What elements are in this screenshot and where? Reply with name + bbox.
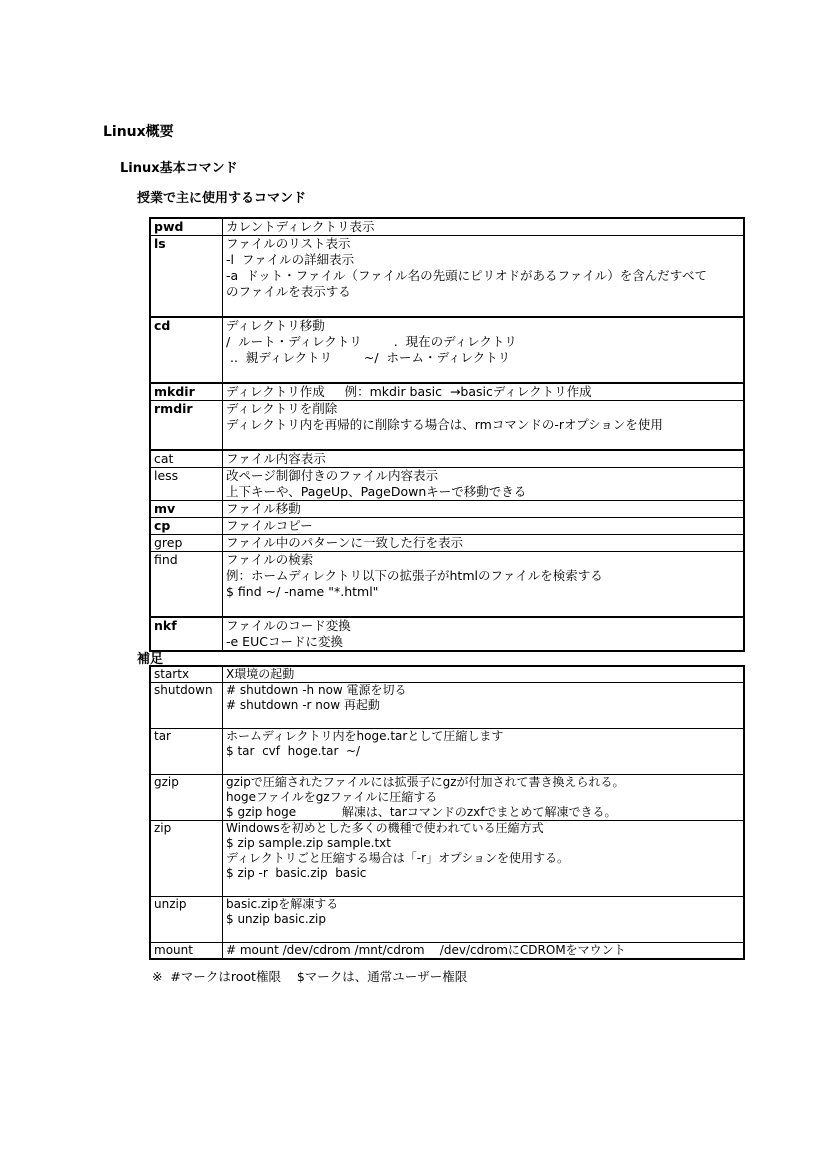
command-name: pwd bbox=[150, 218, 223, 236]
command-description bbox=[223, 468, 745, 501]
description-line: / ルート・ディレクトリ . 現在のディレクトリ bbox=[226, 334, 517, 349]
command-description bbox=[223, 317, 745, 383]
footnote: ※ #マークはroot権限 $マークは、通常ユーザー権限 bbox=[152, 969, 468, 984]
description-line: -e EUCコードに変換 bbox=[226, 634, 343, 649]
description-line: ファイルのコード変換 bbox=[226, 618, 351, 633]
command-name: cat bbox=[150, 450, 223, 468]
command-name: find bbox=[150, 552, 223, 618]
table-row bbox=[150, 775, 744, 821]
command-name: shutdown bbox=[150, 683, 223, 729]
title-linux-overview: Linux概要 bbox=[103, 124, 174, 140]
description-line: ファイルのリスト表示 bbox=[226, 236, 351, 251]
description-line bbox=[226, 927, 740, 942]
command-name: tar bbox=[150, 729, 223, 775]
command-description bbox=[223, 897, 745, 943]
command-description bbox=[223, 683, 745, 729]
table-row bbox=[150, 218, 744, 236]
description-line: .. 親ディレクトリ ~/ ホーム・ディレクトリ bbox=[226, 350, 511, 365]
table-row bbox=[150, 401, 744, 451]
command-description bbox=[223, 218, 745, 236]
description-line: ファイル中のパターンに一致した行を表示 bbox=[226, 535, 464, 550]
description-line: ディレクトリを削除 bbox=[226, 401, 338, 416]
command-name: gzip bbox=[150, 775, 223, 821]
command-name: ls bbox=[150, 236, 223, 318]
description-line bbox=[226, 713, 740, 728]
description-line bbox=[226, 366, 740, 382]
description-line: 上下キーや、PageUp、PageDownキーで移動できる bbox=[226, 484, 527, 499]
command-description bbox=[223, 775, 745, 821]
description-line: # mount /dev/cdrom /mnt/cdrom /dev/cdromにCDROMをマウント bbox=[226, 943, 626, 957]
supplement-command-table bbox=[149, 665, 745, 960]
description-line: ホームディレクトリ内をhoge.tarとして圧縮します bbox=[226, 729, 504, 743]
description-line: ディレクトリ内を再帰的に削除する場合は、rmコマンドの-rオプションを使用 bbox=[226, 417, 663, 432]
command-name: mkdir bbox=[150, 383, 223, 401]
heading-supplement: 補足 bbox=[137, 652, 164, 667]
main-command-table bbox=[149, 217, 745, 652]
description-line: $ find ~/ -name "*.html" bbox=[226, 584, 379, 599]
command-description bbox=[223, 617, 745, 651]
command-name: cp bbox=[150, 518, 223, 535]
table-row bbox=[150, 943, 744, 960]
command-description bbox=[223, 236, 745, 318]
command-description bbox=[223, 450, 745, 468]
table-row bbox=[150, 468, 744, 501]
description-line: -l ファイルの詳細表示 bbox=[226, 252, 355, 267]
table-row bbox=[150, 501, 744, 518]
description-line: カレントディレクトリ表示 bbox=[226, 219, 375, 234]
description-line: Windowsを初めとした多くの機種で使われている圧縮方式 bbox=[226, 821, 544, 835]
description-line: ファイル移動 bbox=[226, 501, 301, 516]
command-name: mv bbox=[150, 501, 223, 518]
description-line: 例：ホームディレクトリ以下の拡張子がhtmlのファイルを検索する bbox=[226, 568, 603, 583]
description-line: ディレクトリごと圧縮する場合は「-r」オプションを使用する。 bbox=[226, 851, 569, 865]
description-line bbox=[226, 600, 740, 616]
table-row bbox=[150, 518, 744, 535]
heading-class-commands: 授業で主に使用するコマンド bbox=[137, 191, 307, 206]
command-name: unzip bbox=[150, 897, 223, 943]
command-description bbox=[223, 501, 745, 518]
command-description bbox=[223, 729, 745, 775]
table-row bbox=[150, 897, 744, 943]
table-row bbox=[150, 617, 744, 651]
description-line: X環境の起動 bbox=[226, 667, 295, 681]
description-line: ファイル内容表示 bbox=[226, 451, 326, 466]
description-line: $ unzip basic.zip bbox=[226, 912, 326, 926]
table-row bbox=[150, 552, 744, 618]
table-row bbox=[150, 317, 744, 383]
command-description bbox=[223, 401, 745, 451]
table-row bbox=[150, 729, 744, 775]
description-line: ディレクトリ移動 bbox=[226, 318, 325, 333]
table-row bbox=[150, 666, 744, 683]
command-name: grep bbox=[150, 535, 223, 552]
command-description bbox=[223, 666, 745, 683]
command-description bbox=[223, 821, 745, 897]
command-name: mount bbox=[150, 943, 223, 960]
description-line: のファイルを表示する bbox=[226, 284, 351, 299]
description-line: hogeファイルをgzファイルに圧縮する bbox=[226, 790, 438, 804]
description-line: 改ページ制御付きのファイル内容表示 bbox=[226, 468, 439, 483]
description-line: ファイルコピー bbox=[226, 518, 313, 533]
description-line: $ gzip hoge 解凍は、tarコマンドのzxfでまとめて解凍できる。 bbox=[226, 805, 617, 819]
description-line bbox=[226, 759, 740, 774]
command-name: startx bbox=[150, 666, 223, 683]
table-row bbox=[150, 383, 744, 401]
description-line: gzipで圧縮されたファイルには拡張子にgzが付加されて書き換えられる。 bbox=[226, 775, 625, 789]
command-name: less bbox=[150, 468, 223, 501]
table-row bbox=[150, 535, 744, 552]
table-row bbox=[150, 683, 744, 729]
command-description bbox=[223, 383, 745, 401]
table-row bbox=[150, 236, 744, 318]
command-description bbox=[223, 552, 745, 618]
description-line: -a ドット・ファイル（ファイル名の先頭にピリオドがあるファイル）を含んだすべて bbox=[226, 268, 707, 283]
command-name: cd bbox=[150, 317, 223, 383]
description-line: basic.zipを解凍する bbox=[226, 897, 339, 911]
command-name: nkf bbox=[150, 617, 223, 651]
description-line: # shutdown -r now 再起動 bbox=[226, 698, 380, 712]
command-description bbox=[223, 535, 745, 552]
description-line: $ zip sample.zip sample.txt bbox=[226, 836, 391, 850]
description-line: $ tar cvf hoge.tar ~/ bbox=[226, 744, 361, 758]
description-line: ファイルの検索 bbox=[226, 552, 314, 567]
command-name: rmdir bbox=[150, 401, 223, 451]
description-line bbox=[226, 433, 740, 449]
table-row bbox=[150, 821, 744, 897]
command-description bbox=[223, 943, 745, 960]
description-line: ディレクトリ作成 例：mkdir basic →basicディレクトリ作成 bbox=[226, 384, 592, 399]
description-line bbox=[226, 300, 740, 316]
description-line bbox=[226, 881, 740, 896]
description-line: $ zip -r basic.zip basic bbox=[226, 866, 367, 880]
table-row bbox=[150, 450, 744, 468]
command-description bbox=[223, 518, 745, 535]
description-line: # shutdown -h now 電源を切る bbox=[226, 683, 407, 697]
command-name: zip bbox=[150, 821, 223, 897]
heading-basic-commands: Linux基本コマンド bbox=[120, 161, 238, 176]
